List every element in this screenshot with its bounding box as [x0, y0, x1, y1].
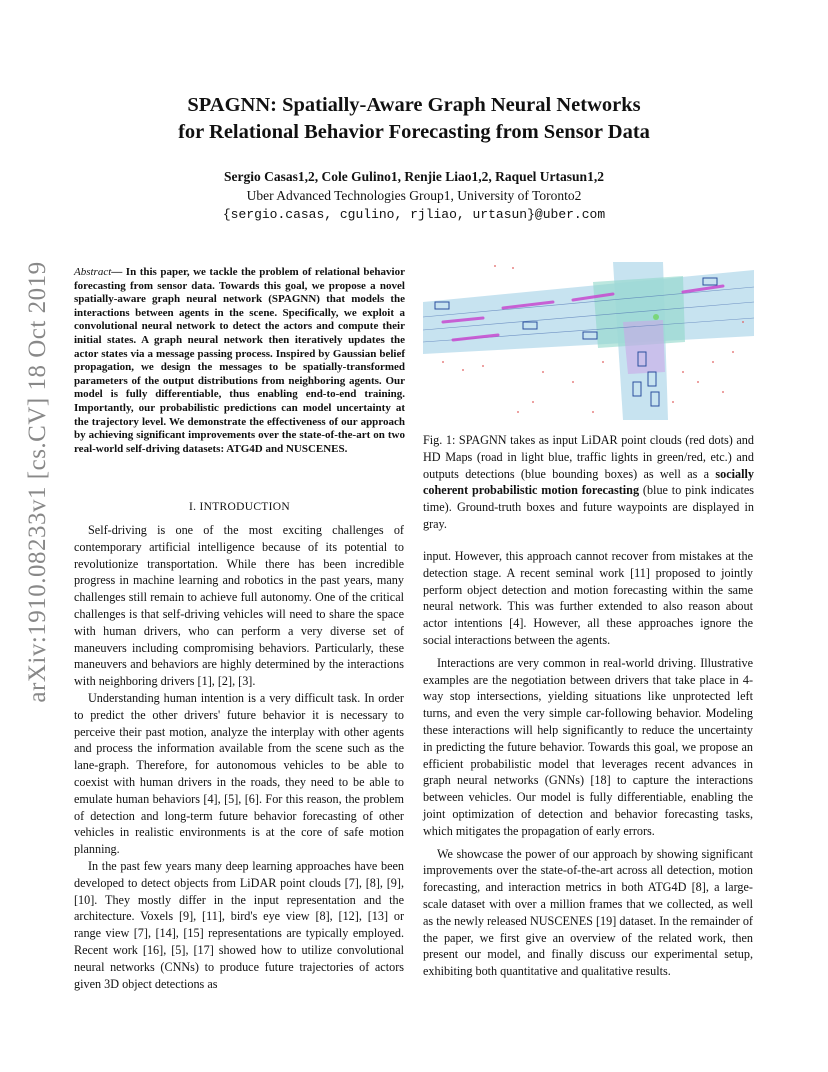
paragraph: Understanding human intention is a very difficult task. In order to predict the other drivers' future behavior it is necessary to perceive their past motion, analyze the interplay with other agents and process the information available from the scene such as the lane-graph. Therefore, for autonomous vehicles to be able to coexist with human drivers in the roads, they need to be able to emulate human behaviors [4], [5], [6]. For this reason, the problem of detection and long-term future behavior forecasting of other vehicles in realistic environments is at the core of safe motion planning.	[74, 690, 404, 857]
paragraph: Self-driving is one of the most exciting challenges of contemporary artificial intelligence because of its potential to revolutionize transportation. While there has been incredible progress in machine learning and robotics in the past years, many challenges still remain to achieve full autonomy. One of the critical challenges is that self-driving vehicles will need to share the space with human drivers, who can perform a very diverse set of maneuvers including compromising behaviors. Particularly, these maneuvers and behaviors are highly determined by the interactions with neighboring drivers [1], [2], [3].	[74, 523, 404, 689]
left-column	[74, 522, 404, 992]
abstract-label: Abstract	[74, 266, 112, 278]
email-list: {sergio.casas, cgulino, rjliao, urtasun}@uber.com	[222, 207, 606, 222]
abstract-text: — In this paper, we tackle the problem of relational behavior forecasting from sensor data. Towards this goal, we propose a novel spatially-aware graph neural network (SPAGNN) that models the interactions between agents in the scene. Specifically, we exploit a convolutional neural network to detect the actors and compute their initial states. A graph neural network then iteratively updates the actor states via a message passing process. Inspired by Gaussian belief propagation, we design the messages to be spatially-transformed parameters of the output distributions from neighboring agents. Our model is fully differentiable, thus enabling end-to-end training. Importantly, our probabilistic predictions can model uncertainty at the trajectory level. We demonstrate the effectiveness of our approach by achieving significant improvements over the state-of-the-art on two real-world self-driving datasets: ATG4D and NUSCENES.	[74, 266, 405, 455]
paragraph: input. However, this approach cannot recover from mistakes at the detection stage. A recent seminal work [11] proposed to jointly perform object detection and motion forecasting within the same neural network. This was further extended to also reason about actor intentions [4]. However, all these approaches ignore the social interactions between the agents.	[423, 549, 753, 647]
figure-caption	[423, 432, 754, 533]
paragraph: Interactions are very common in real-world driving. Illustrative examples are the negotiation between drivers that take place in 4-way stop intersections, yielding situations like unprotected left turns, and even the very simple car-following behavior. Modeling these interactions will help significantly to reduce the uncertainty in predicting the future behavior. Towards this goal, we propose an efficient probabilistic model that leverages recent advances in graph neural networks (GNNs) [18] to capture the interactions between vehicles. Our model is fully differentiable, enabling the joint optimization of detection and behavior forecasting tasks, which mitigates the propagation of early errors.	[423, 655, 753, 838]
abstract	[74, 266, 405, 456]
right-column	[423, 548, 753, 980]
arxiv-sidebar	[22, 261, 54, 703]
figure-1-image	[423, 262, 754, 420]
affiliation: Uber Advanced Technologies Group1, University of Toronto2	[246, 188, 582, 203]
title-line-2: for Relational Behavior Forecasting from Sensor Data	[178, 121, 650, 143]
title-line-1: SPAGNN: Spatially-Aware Graph Neural Networks	[187, 94, 641, 116]
caption-prefix: Fig. 1: SPAGNN takes as input LiDAR point clouds (red dots) and HD Maps (road in light blue, traffic lights in green/red, etc.) and outputs detections (blue bounding boxes) as well as a	[423, 433, 754, 481]
paragraph: We showcase the power of our approach by showing significant improvements over the state-of-the-art across all detection, motion forecasting, and interaction metrics in both ATG4D [8], a large-scale dataset with over a million frames that we collected, as well as the newly released NUSCENES [19] dataset. In the remainder of the paper, we first give an overview of the related work, then present our model, and finally discuss our experimental setup, exhibiting both quantitative and qualitative results.	[423, 846, 753, 979]
paper-title	[60, 92, 768, 146]
author-list: Sergio Casas1,2, Cole Gulino1, Renjie Liao1,2, Raquel Urtasun1,2	[224, 169, 604, 184]
caption-suffix: (blue to pink indicates time). Ground-truth boxes and future waypoints are displayed in gray.	[423, 483, 754, 531]
arxiv-stamp: arXiv:1910.08233v1 [cs.CV] 18 Oct 2019	[24, 261, 51, 703]
section-heading: I. INTRODUCTION	[189, 501, 290, 513]
paragraph: In the past few years many deep learning approaches have been developed to detect objects from LiDAR point clouds [7], [8], [9], [10]. They mostly differ in the input representation and the architecture. Voxels [9], [11], bird's eye view [8], [12], [13] or range view [7], [14], [15] representations are typically employed. Recent work [16], [5], [17] showed how to utilize convolutional neural networks (CNNs) to produce future trajectories of actors given 3D object detections as	[74, 858, 404, 991]
caption-bold: socially coherent probabilistic motion forecasting	[423, 466, 754, 498]
